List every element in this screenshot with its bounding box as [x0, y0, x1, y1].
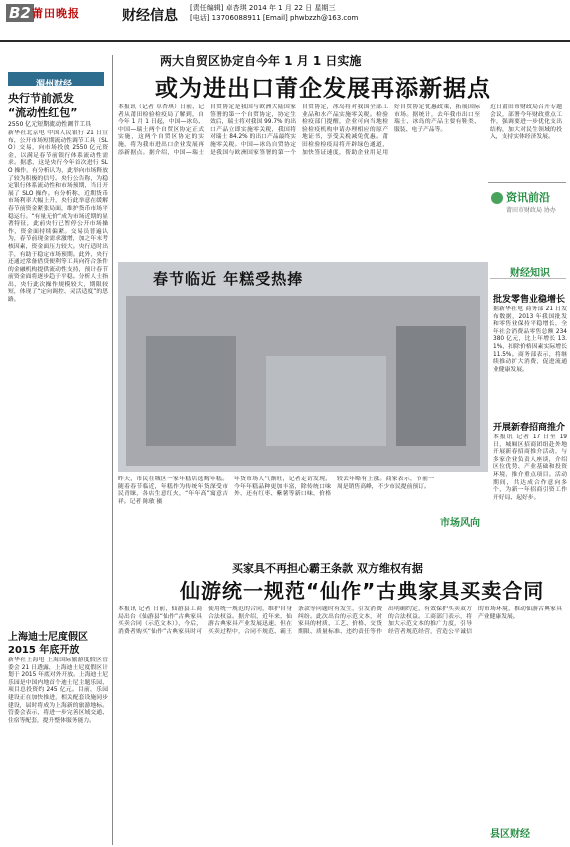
article1-title: “流动性红包” [8, 106, 78, 119]
right-column-tag: 财经知识 [510, 268, 550, 279]
article1-body: 新华社北京电 中国人民银行 21 日宣布，公开市场短期流动性调节工具（SLO）交易，向市场投放 2550 亿元资金，以满足春节前银行体系流动性需求。据悉，这是央行今年首次进行 SLO 操作，有分析认为，此举向市场释放了较为积极的信号。央行公告称，为稳定银行体系流动性和市场预期，当日开展了 SLO 操作。有分析称，近期货币市场利率大幅上升，央行此举意在缓解春节前资金紧张局面，维护货币市场平稳运行。“有量无价”成为市场近期的显著特征，此前央行已暂停公开市场操作，资金面持续偏紧。交易员普遍认为，春节前现金需求激增，加之年末考核因素，资金面压力较大。央行适时出手，有助于稳定市场预期。此外，央行还通过常备借贷便利等工具向符合条件的金融机构提供流动性支持，预计春节前资金面将逐步趋于平稳。分析人士指出，央行此次操作规模较大，期限较短，体现了“定向调控、灵活适度”的思路。 [8, 130, 108, 304]
newspaper-logo: 莆田晚报 [32, 7, 80, 20]
contact-line: [电话] 13706088911 [Email] phwbzzh@163.com [190, 14, 359, 22]
article2-body: 新华社上海电 上海国际旅游度假区管委会 21 日透露，上海迪士尼度假区计划于 2015 年底对外开放。上海迪士尼乐园是中国内地首个迪士尼主题乐园，项目总投资约 245 亿元。目前，乐园建设正在加快推进，相关配套设施同步建设，届时将成为上海新的旅游地标。管委会表示，将进一步完善区域交通、住宿等配套，提升整体服务能力。 [8, 657, 108, 724]
article1-subtitle: 2550 亿元短期流动性调节工具 [8, 121, 92, 128]
photo-headline: 春节临近 年糕受热捧 [153, 270, 304, 288]
photo-feature [118, 262, 488, 472]
right-article2-body: 本报讯 记者 17 日至 19 日，城厢区招商团组赴外地开展新春招商推介活动，与多家企业负责人座谈，介绍区位优势、产业基础和投资环境，推介重点项目。活动期间，共达成合作意向多个，为新一年招商引资工作开好局、起好步。 [493, 434, 567, 501]
market-column-tag-box [440, 514, 488, 536]
leaf-icon [490, 191, 504, 205]
bottom-body: 本报讯 记者 日前，仙游县工商局出台《仙游县“仙作”古典家具买卖合同（示范文本）》，今后，消费者购买“仙作”古典家具时可使用统一规范的合同，维护自身合法权益。据介绍，近年来，仙游古典家具产业发展迅速，但在买卖过程中，合同不规范、霸王条款等问题时有发生，引发消费纠纷。此次出台的示范文本，对家具的材质、工艺、价格、交货期限、质量标准、违约责任等作出明确约定，有效保护买卖双方的合法权益。工商部门表示，将加大示范文本的推广力度，引导经营者规范经营，营造公平诚信的市场环境，推动仙游古典家具产业健康发展。 [118, 606, 562, 635]
column-sub: 莆田市财政局 协办 [506, 207, 556, 214]
market-photo [126, 296, 480, 466]
article2-subtitle: 2015 年底开放 [8, 645, 80, 656]
market-column-tag: 市场风向 [440, 518, 480, 529]
left-column-tag-text: 湄州财经 [36, 80, 73, 90]
column-box [488, 182, 566, 227]
right-column-tag-box [490, 262, 566, 279]
photo-body: 年货市场人气渐旺，记者走访发现，今年年糕品种更加丰富，除传统口味外，还有红枣、紫薯等新口味，价格较去年略有上涨。商家表示，节前一周是销售高峰，不少市民提前预订。 [234, 476, 434, 498]
right-article1-body: 据新华社电 商务部 21 日发布数据，2013 年我国批发和零售业保持平稳增长，全年社会消费品零售总额 234380 亿元，比上年增长 13.1%，扣除价格因素实际增长 11.5%。商务部表示，将继续推动扩大消费，促进流通业健康发展。 [493, 306, 567, 373]
left-column-tag [8, 72, 104, 90]
section-title: 财经信息 [122, 8, 178, 24]
bottom-kicker: 买家具不再担心霸王条款 双方维权有据 [232, 562, 423, 575]
photo-caption: 昨天，市民在城区一家年糕店选购年糕。随着春节临近，年糕作为传统年货深受市民青睐，各店生意红火，“年年高”寓意吉祥。记者 陈敏 摄 [118, 476, 228, 505]
page-header [0, 0, 570, 42]
editor-line: [责任编辑] 卓杏琪 2014 年 1 月 22 日 星期三 [190, 4, 336, 12]
header-meta [190, 3, 358, 23]
lead-title: 或为进出口莆企发展再添新据点 [155, 76, 491, 102]
right-article1-title: 批发零售业稳增长 [493, 295, 566, 305]
article2-title: 上海迪士尼度假区 [8, 632, 88, 643]
column-divider [112, 55, 113, 845]
county-column-tag-box [470, 822, 566, 842]
lead-body: 本报讯（记者 卓杏琪）日前，记者从莆田检验检疫局了解到，自今年 1 月 1 日起，中国—冰岛、中国—瑞士两个自贸区协定正式实施，这两个自贸区协定的实施，将为我市进出口企业发展再添新据点。据介绍，中国—瑞士自贸协定是我国与欧洲大陆国家签署的第一个自贸协定，协定生效后，瑞士将对我国 99.7% 的出口产品立即实施零关税，我国将对瑞士 84.2% 的出口产品最终实施零关税。中国—冰岛自贸协定是我国与欧洲国家签署的第一个自贸协定，冰岛将对我国全部工业品和水产品实施零关税。检验检疫部门提醒，企业可向当地检验检疫机构申请办理相应的原产地证书，享受关税减免优惠。莆田检验检疫局将开辟绿色通道，加快签证速度，帮助企业用足用好自贸协定优惠政策，拓展国际市场。据统计，去年我市出口至瑞士、冰岛的产品主要有鞋类、服装、电子产品等。 [118, 104, 480, 156]
right-article2-title: 开展新春招商推介 [493, 423, 566, 433]
lead-kicker: 两大自贸区协定自今年 1 月 1 日实施 [160, 54, 362, 68]
page-number: B2 [6, 4, 34, 22]
bottom-title: 仙游统一规范“仙作”古典家具买卖合同 [180, 579, 545, 603]
article1-kicker: 央行节前派发 [8, 92, 74, 105]
lead-side-text: 近日莆田市财政局召开专题会议，部署今年财政重点工作，强调要进一步优化支出结构，加大对民生领域的投入，支持实体经济发展。 [490, 104, 562, 141]
lead-side-text-wrap [490, 104, 562, 176]
column-tag: 资讯前沿 [506, 191, 550, 204]
county-column-tag: 县区财经 [490, 829, 530, 840]
